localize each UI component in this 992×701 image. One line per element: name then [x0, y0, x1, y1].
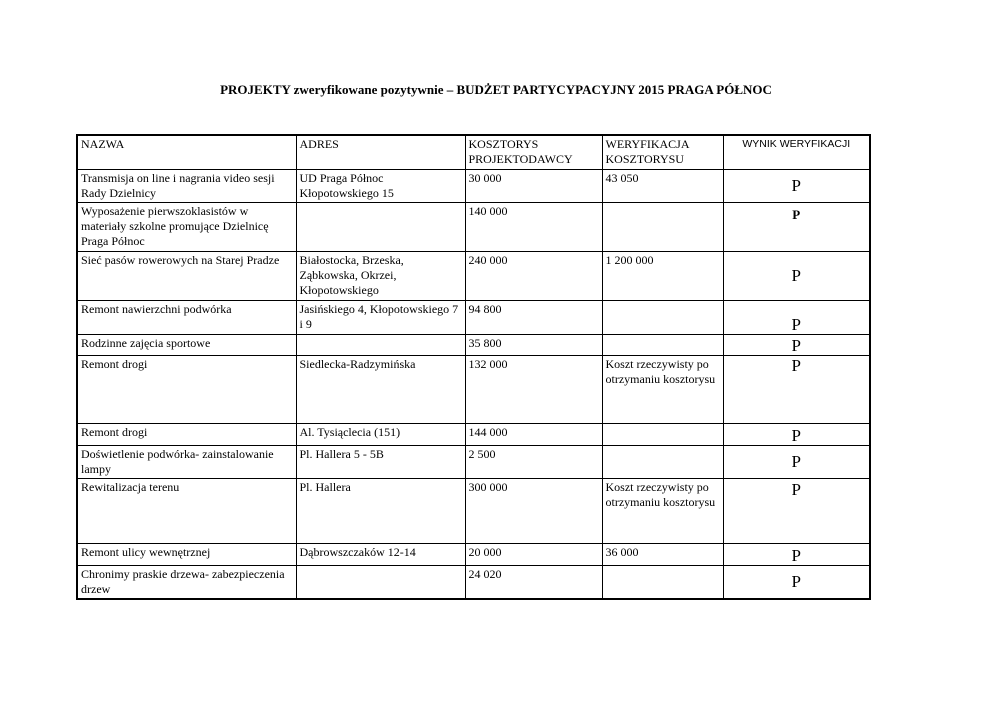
cell-result: P — [723, 202, 870, 251]
cell-result: P — [723, 300, 870, 334]
cell-name: Chronimy praskie drzewa- zabezpieczenia drzew — [77, 565, 296, 599]
cell-result: P — [723, 169, 870, 202]
cell-verification — [602, 202, 723, 251]
cell-address: Białostocka, Brzeska, Ząbkowska, Okrzei, Kłopotowskiego — [296, 251, 465, 300]
cell-verification — [602, 565, 723, 599]
header-verification: WERYFIKACJA KOSZTORYSU — [602, 135, 723, 169]
document-title: PROJEKTY zweryfikowane pozytywnie – BUDŻET PARTYCYPACYJNY 2015 PRAGA PÓŁNOC — [220, 82, 772, 97]
cell-cost: 30 000 — [465, 169, 602, 202]
cell-result: P — [723, 423, 870, 445]
cell-result: P — [723, 543, 870, 565]
table-row — [77, 355, 870, 423]
cell-result: P — [723, 565, 870, 599]
projects-table — [76, 134, 871, 600]
cell-address: Pl. Hallera — [296, 478, 465, 543]
cell-name: Doświetlenie podwórka- zainstalowanie lampy — [77, 445, 296, 478]
cell-verification: 36 000 — [602, 543, 723, 565]
cell-name: Remont drogi — [77, 355, 296, 423]
header-row — [77, 135, 870, 169]
cell-cost: 20 000 — [465, 543, 602, 565]
table-row — [77, 565, 870, 599]
cell-cost: 144 000 — [465, 423, 602, 445]
cell-cost: 2 500 — [465, 445, 602, 478]
cell-result: P — [723, 355, 870, 423]
cell-result: P — [723, 478, 870, 543]
cell-result: P — [723, 334, 870, 355]
table-row — [77, 300, 870, 334]
cell-verification: 43 050 — [602, 169, 723, 202]
cell-address: Al. Tysiąclecia (151) — [296, 423, 465, 445]
cell-cost: 94 800 — [465, 300, 602, 334]
cell-name: Sieć pasów rowerowych na Starej Pradze — [77, 251, 296, 300]
cell-verification — [602, 445, 723, 478]
table-row — [77, 251, 870, 300]
cell-name: Remont nawierzchni podwórka — [77, 300, 296, 334]
cell-address: UD Praga Północ Kłopotowskiego 15 — [296, 169, 465, 202]
header-name: NAZWA — [77, 135, 296, 169]
header-result: WYNIK WERYFIKACJI — [723, 135, 870, 169]
cell-name: Rodzinne zajęcia sportowe — [77, 334, 296, 355]
table-row — [77, 445, 870, 478]
cell-cost: 35 800 — [465, 334, 602, 355]
cell-verification: Koszt rzeczywisty po otrzymaniu kosztorysu — [602, 478, 723, 543]
cell-result: P — [723, 251, 870, 300]
cell-address: Pl. Hallera 5 - 5B — [296, 445, 465, 478]
cell-verification: Koszt rzeczywisty po otrzymaniu kosztorysu — [602, 355, 723, 423]
cell-cost: 300 000 — [465, 478, 602, 543]
cell-verification: 1 200 000 — [602, 251, 723, 300]
cell-cost: 24 020 — [465, 565, 602, 599]
cell-verification — [602, 300, 723, 334]
cell-name: Remont drogi — [77, 423, 296, 445]
cell-verification — [602, 334, 723, 355]
table-row — [77, 478, 870, 543]
cell-name: Transmisja on line i nagrania video sesji Rady Dzielnicy — [77, 169, 296, 202]
cell-verification — [602, 423, 723, 445]
header-address: ADRES — [296, 135, 465, 169]
table-row — [77, 334, 870, 355]
cell-address — [296, 334, 465, 355]
cell-address: Dąbrowszczaków 12-14 — [296, 543, 465, 565]
cell-address: Jasińskiego 4, Kłopotowskiego 7 i 9 — [296, 300, 465, 334]
cell-name: Wyposażenie pierwszoklasistów w materiały szkolne promujące Dzielnicę Praga Północ — [77, 202, 296, 251]
cell-address — [296, 202, 465, 251]
table-row — [77, 543, 870, 565]
header-cost: KOSZTORYS PROJEKTODAWCY — [465, 135, 602, 169]
cell-name: Rewitalizacja terenu — [77, 478, 296, 543]
cell-address — [296, 565, 465, 599]
cell-cost: 240 000 — [465, 251, 602, 300]
cell-address: Siedlecka-Radzymińska — [296, 355, 465, 423]
cell-cost: 132 000 — [465, 355, 602, 423]
cell-result: P — [723, 445, 870, 478]
table-row — [77, 169, 870, 202]
table-row — [77, 202, 870, 251]
cell-name: Remont ulicy wewnętrznej — [77, 543, 296, 565]
cell-cost: 140 000 — [465, 202, 602, 251]
table-row — [77, 423, 870, 445]
